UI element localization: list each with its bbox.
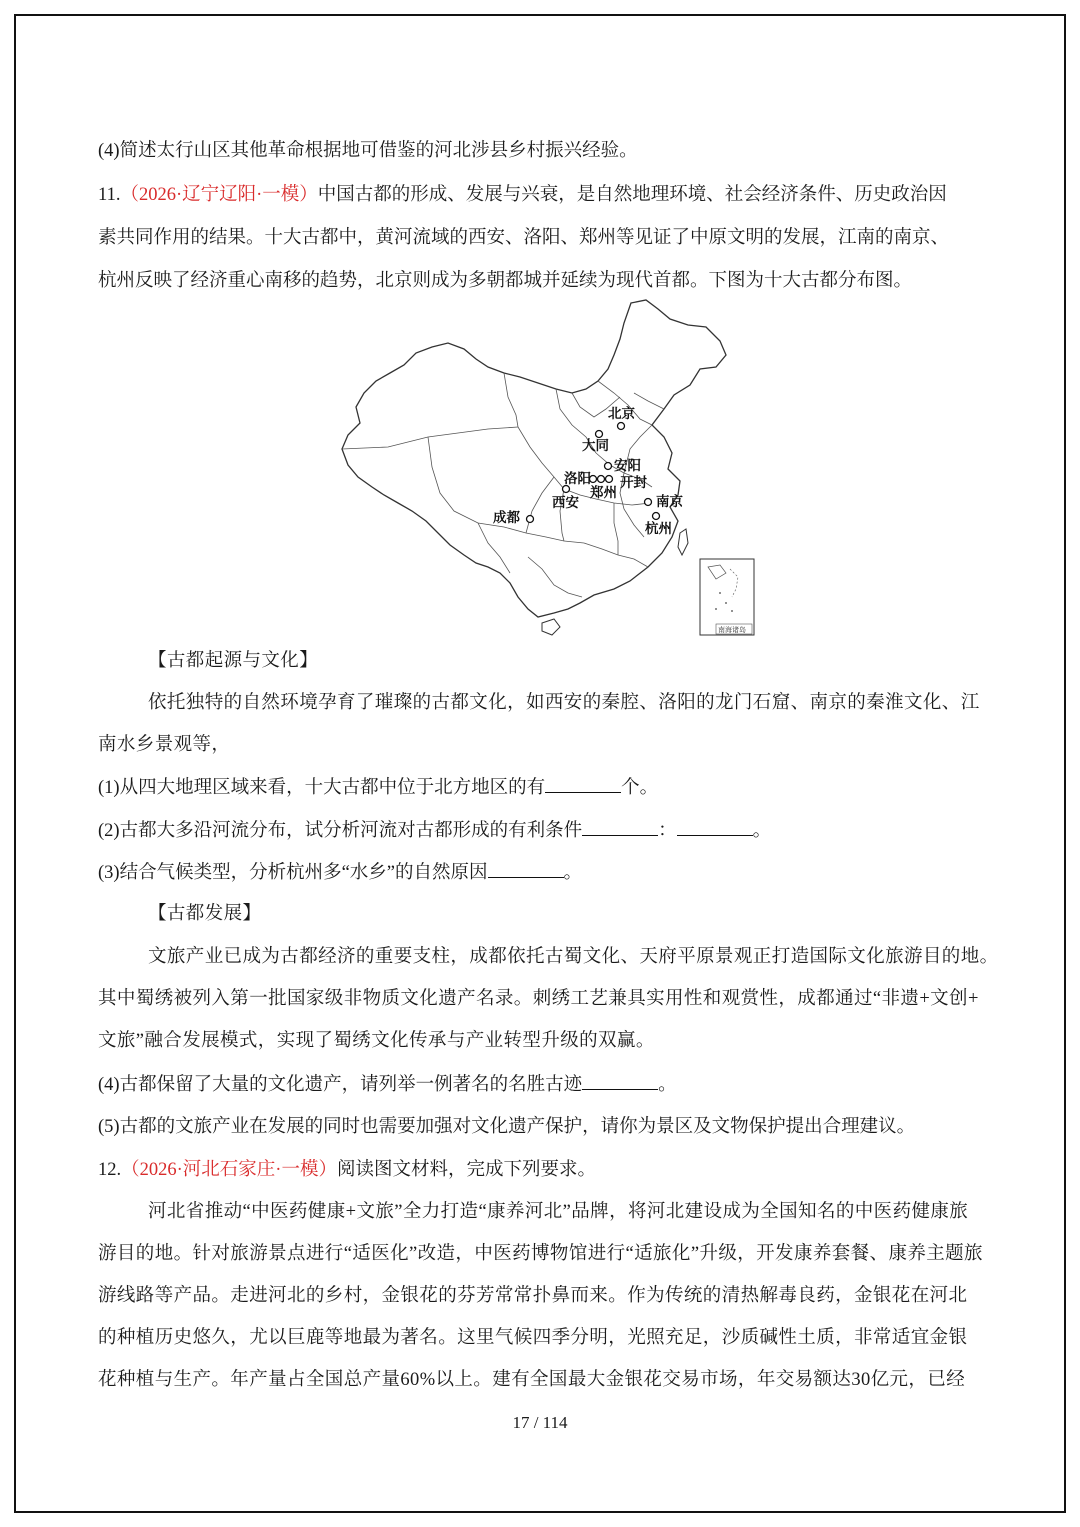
q11-part4-text: (4)古都保留了大量的文化遗产，请列举一例著名的名胜古迹: [98, 1075, 583, 1095]
q11-part4-tail: 。: [658, 1075, 677, 1095]
city-label-zhengzhou: 郑州: [590, 485, 617, 501]
q12-para-line4: 的种植历史悠久，尤以巨鹿等地最为著名。这里气候四季分明，光照充足，沙质碱性土质，非常适宜金银: [98, 1328, 968, 1348]
answer-blank: [582, 1071, 658, 1090]
q11-intro-line2: 素共同作用的结果。十大古都中，黄河流域的西安、洛阳、郑州等见证了中原文明的发展，江南的南京、: [98, 228, 950, 248]
city-label-luoyang: 洛阳: [564, 471, 591, 487]
q11-section2-line3: 文旅”融合发展模式，实现了蜀绣文化传承与产业转型升级的双赢。: [98, 1031, 655, 1051]
city-label-nanjing: 南京: [656, 494, 683, 510]
q11-section1-line1: 依托独特的自然环境孕育了璀璨的古都文化，如西安的秦腔、洛阳的龙门石窟、南京的秦淮文化、江: [148, 693, 980, 713]
q10-part4: (4)简述太行山区其他革命根据地可借鉴的河北涉县乡村振兴经验。: [98, 141, 638, 161]
q11-intro-line1: [98, 182, 947, 208]
q11-number: 11.: [98, 185, 121, 205]
answer-blank: [677, 817, 753, 836]
q11-part1: [98, 774, 658, 801]
q11-part1-tail: 个。: [621, 778, 659, 798]
city-label-xian: 西安: [552, 495, 579, 511]
china-outline: [342, 300, 726, 617]
q11-part3-text: (3)结合气候类型，分析杭州多“水乡”的自然原因: [98, 863, 488, 883]
q11-part3: [98, 859, 582, 886]
inset-label: 南海诸岛: [718, 626, 746, 634]
q11-part2-sep: ：: [658, 821, 677, 841]
city-label-beijing: 北京: [608, 406, 635, 422]
page-number: 17 / 114: [512, 1413, 568, 1432]
q11-part1-text: (1)从四大地理区域来看，十大古都中位于北方地区的有: [98, 778, 546, 798]
q11-section1-line2: 南水乡景观等，: [98, 735, 231, 755]
q12-para-line1: 河北省推动“中医药健康+文旅”全力打造“康养河北”品牌，将河北建设成为全国知名的中医药健康旅: [148, 1202, 969, 1222]
answer-blank: [488, 859, 564, 878]
q12-para-line3: 游线路等产品。走进河北的乡村，金银花的芬芳常常扑鼻而来。作为传统的清热解毒良药，金银花在河北: [98, 1286, 968, 1306]
answer-blank: [582, 817, 658, 836]
south-china-sea-inset: [700, 559, 754, 635]
taiwan-island: [678, 529, 688, 555]
q11-part3-tail: 。: [563, 863, 583, 883]
q12-source: （2026·河北石家庄·一模）: [121, 1160, 337, 1180]
q12-para-line2: 游目的地。针对旅游景点进行“适医化”改造，中医药博物馆进行“适旅化”升级，开发康养套餐、康养主题旅: [98, 1244, 983, 1264]
q11-part5: (5)古都的文旅产业在发展的同时也需要加强对文化遗产保护，请你为景区及文物保护提出合理建议。: [98, 1117, 916, 1137]
q11-intro-text: 中国古都的形成、发展与兴衰，是自然地理环境、社会经济条件、历史政治因: [317, 185, 947, 205]
q11-part2-text: (2)古都大多沿河流分布，试分析河流对古都形成的有利条件: [98, 821, 583, 841]
city-label-datong: 大同: [582, 438, 609, 454]
china-map-figure: [328, 297, 758, 639]
q11-part4: [98, 1071, 677, 1098]
q12-intro-text: 阅读图文材料，完成下列要求。: [336, 1160, 596, 1180]
ancient-capitals-map: [328, 297, 758, 639]
q12-number: 12.: [98, 1160, 122, 1180]
q11-section2-title: 【古都发展】: [148, 904, 262, 924]
q12-intro: [98, 1157, 596, 1183]
hainan-island: [542, 619, 560, 635]
city-label-chengdu: 成都: [493, 510, 520, 526]
q11-source: （2026·辽宁辽阳·一模）: [120, 185, 318, 205]
answer-blank: [545, 774, 621, 793]
q11-section1-title: 【古都起源与文化】: [148, 651, 319, 671]
city-label-hangzhou: 杭州: [645, 521, 672, 537]
q11-intro-line3: 杭州反映了经济重心南移的趋势，北京则成为多朝都城并延续为现代首都。下图为十大古都分布图。: [98, 271, 913, 291]
q12-para-line5: 花种植与生产。年产量占全国总产量60%以上。建有全国最大金银花交易市场，年交易额达30亿元，已经: [98, 1370, 966, 1390]
city-label-kaifeng: 开封: [620, 475, 647, 491]
q11-section2-line2: 其中蜀绣被列入第一批国家级非物质文化遗产名录。刺绣工艺兼具实用性和观赏性，成都通过“非遗+文创+: [98, 989, 979, 1009]
q11-part2-tail: 。: [752, 821, 772, 841]
city-label-anyang: 安阳: [614, 458, 641, 474]
q11-section2-line1: 文旅产业已成为古都经济的重要支柱，成都依托古蜀文化、天府平原景观正打造国际文化旅游目的地。: [148, 947, 999, 967]
q11-part2: [98, 817, 771, 844]
